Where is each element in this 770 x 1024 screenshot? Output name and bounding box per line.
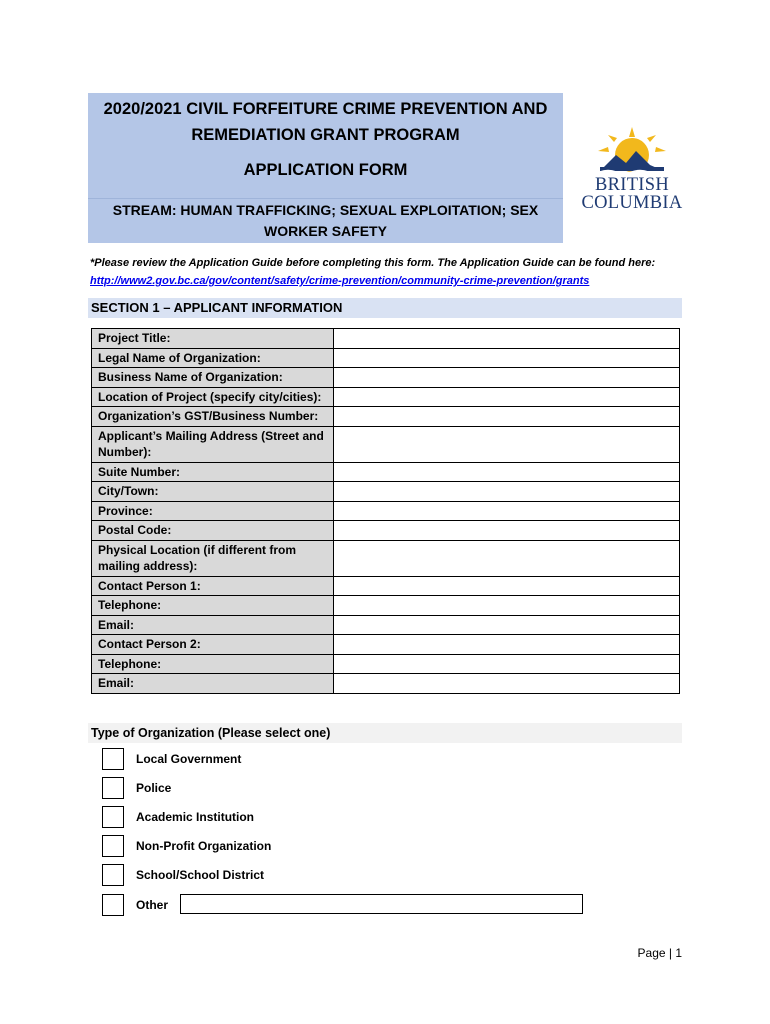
field-input[interactable] [334, 540, 680, 576]
field-input[interactable] [334, 387, 680, 407]
form-row [92, 615, 680, 635]
stream-line-2: WORKER SAFETY [264, 223, 387, 239]
field-input[interactable] [334, 654, 680, 674]
field-label: Organization’s GST/Business Number: [92, 407, 334, 427]
field-input[interactable] [334, 635, 680, 655]
form-row [92, 387, 680, 407]
field-label: Legal Name of Organization: [92, 348, 334, 368]
field-input[interactable] [334, 501, 680, 521]
field-label: Contact Person 1: [92, 576, 334, 596]
field-label: Telephone: [92, 596, 334, 616]
form-title [88, 96, 563, 148]
option-label: School/School District [136, 868, 265, 882]
checkbox[interactable] [102, 806, 124, 828]
field-label: Applicant’s Mailing Address (Street and Number): [92, 426, 334, 462]
stream-title [88, 198, 563, 242]
field-label: Physical Location (if different from mailing address): [92, 540, 334, 576]
field-input[interactable] [334, 615, 680, 635]
field-input[interactable] [334, 462, 680, 482]
form-row [92, 576, 680, 596]
field-label: Project Title: [92, 329, 334, 349]
field-label: Business Name of Organization: [92, 368, 334, 388]
field-input[interactable] [334, 426, 680, 462]
form-row [92, 482, 680, 502]
field-label: Contact Person 2: [92, 635, 334, 655]
form-row [92, 368, 680, 388]
form-row [92, 426, 680, 462]
option-label: Non-Profit Organization [136, 839, 272, 853]
form-row [92, 654, 680, 674]
field-input[interactable] [334, 482, 680, 502]
field-label: Suite Number: [92, 462, 334, 482]
note-text: *Please review the Application Guide before completing this form. The Application Guide can be found here: [90, 257, 656, 269]
field-label: Province: [92, 501, 334, 521]
field-label: Email: [92, 615, 334, 635]
stream-line-1: STREAM: HUMAN TRAFFICKING; SEXUAL EXPLOITATION; SEX [112, 202, 539, 218]
field-input[interactable] [334, 576, 680, 596]
other-text-field[interactable] [180, 894, 583, 914]
field-label: Telephone: [92, 654, 334, 674]
form-title-line-1: 2020/2021 CIVIL FORFEITURE CRIME PREVENTION AND [103, 100, 548, 118]
field-label: Location of Project (specify city/cities): [92, 387, 334, 407]
field-input[interactable] [334, 407, 680, 427]
applicant-info-table [91, 328, 680, 694]
option-label: Police [136, 781, 172, 795]
form-row [92, 596, 680, 616]
field-input[interactable] [334, 521, 680, 541]
form-row [92, 462, 680, 482]
form-row [92, 407, 680, 427]
form-name: APPLICATION FORM [243, 161, 408, 179]
instructions-note [90, 254, 690, 290]
form-row [92, 521, 680, 541]
checkbox[interactable] [102, 748, 124, 770]
form-row [92, 329, 680, 349]
page-number: Page | 1 [637, 946, 682, 960]
checkbox[interactable] [102, 777, 124, 799]
org-type-header: Type of Organization (Please select one) [88, 723, 682, 743]
logo-line-2: COLUMBIA [581, 193, 683, 213]
form-row [92, 540, 680, 576]
field-label: Postal Code: [92, 521, 334, 541]
form-row [92, 674, 680, 694]
option-label: Local Government [136, 752, 242, 766]
checkbox[interactable] [102, 894, 124, 916]
field-label: Email: [92, 674, 334, 694]
logo-line-1: BRITISH [594, 175, 670, 195]
form-row [92, 501, 680, 521]
checkbox[interactable] [102, 835, 124, 857]
field-input[interactable] [334, 596, 680, 616]
field-input[interactable] [334, 329, 680, 349]
option-label: Other [136, 898, 169, 912]
form-title-line-2: REMEDIATION GRANT PROGRAM [191, 126, 460, 144]
section-1-header: SECTION 1 – APPLICANT INFORMATION [88, 298, 682, 318]
field-input[interactable] [334, 368, 680, 388]
guide-link[interactable]: http://www2.gov.bc.ca/gov/content/safety/crime-prevention/community-crime-prevention/grants [90, 275, 590, 287]
form-row [92, 635, 680, 655]
form-row [92, 348, 680, 368]
field-input[interactable] [334, 348, 680, 368]
checkbox[interactable] [102, 864, 124, 886]
field-label: City/Town: [92, 482, 334, 502]
option-label: Academic Institution [136, 810, 255, 824]
bc-logo-wordmark [578, 176, 686, 212]
header-banner [88, 93, 563, 243]
field-input[interactable] [334, 674, 680, 694]
